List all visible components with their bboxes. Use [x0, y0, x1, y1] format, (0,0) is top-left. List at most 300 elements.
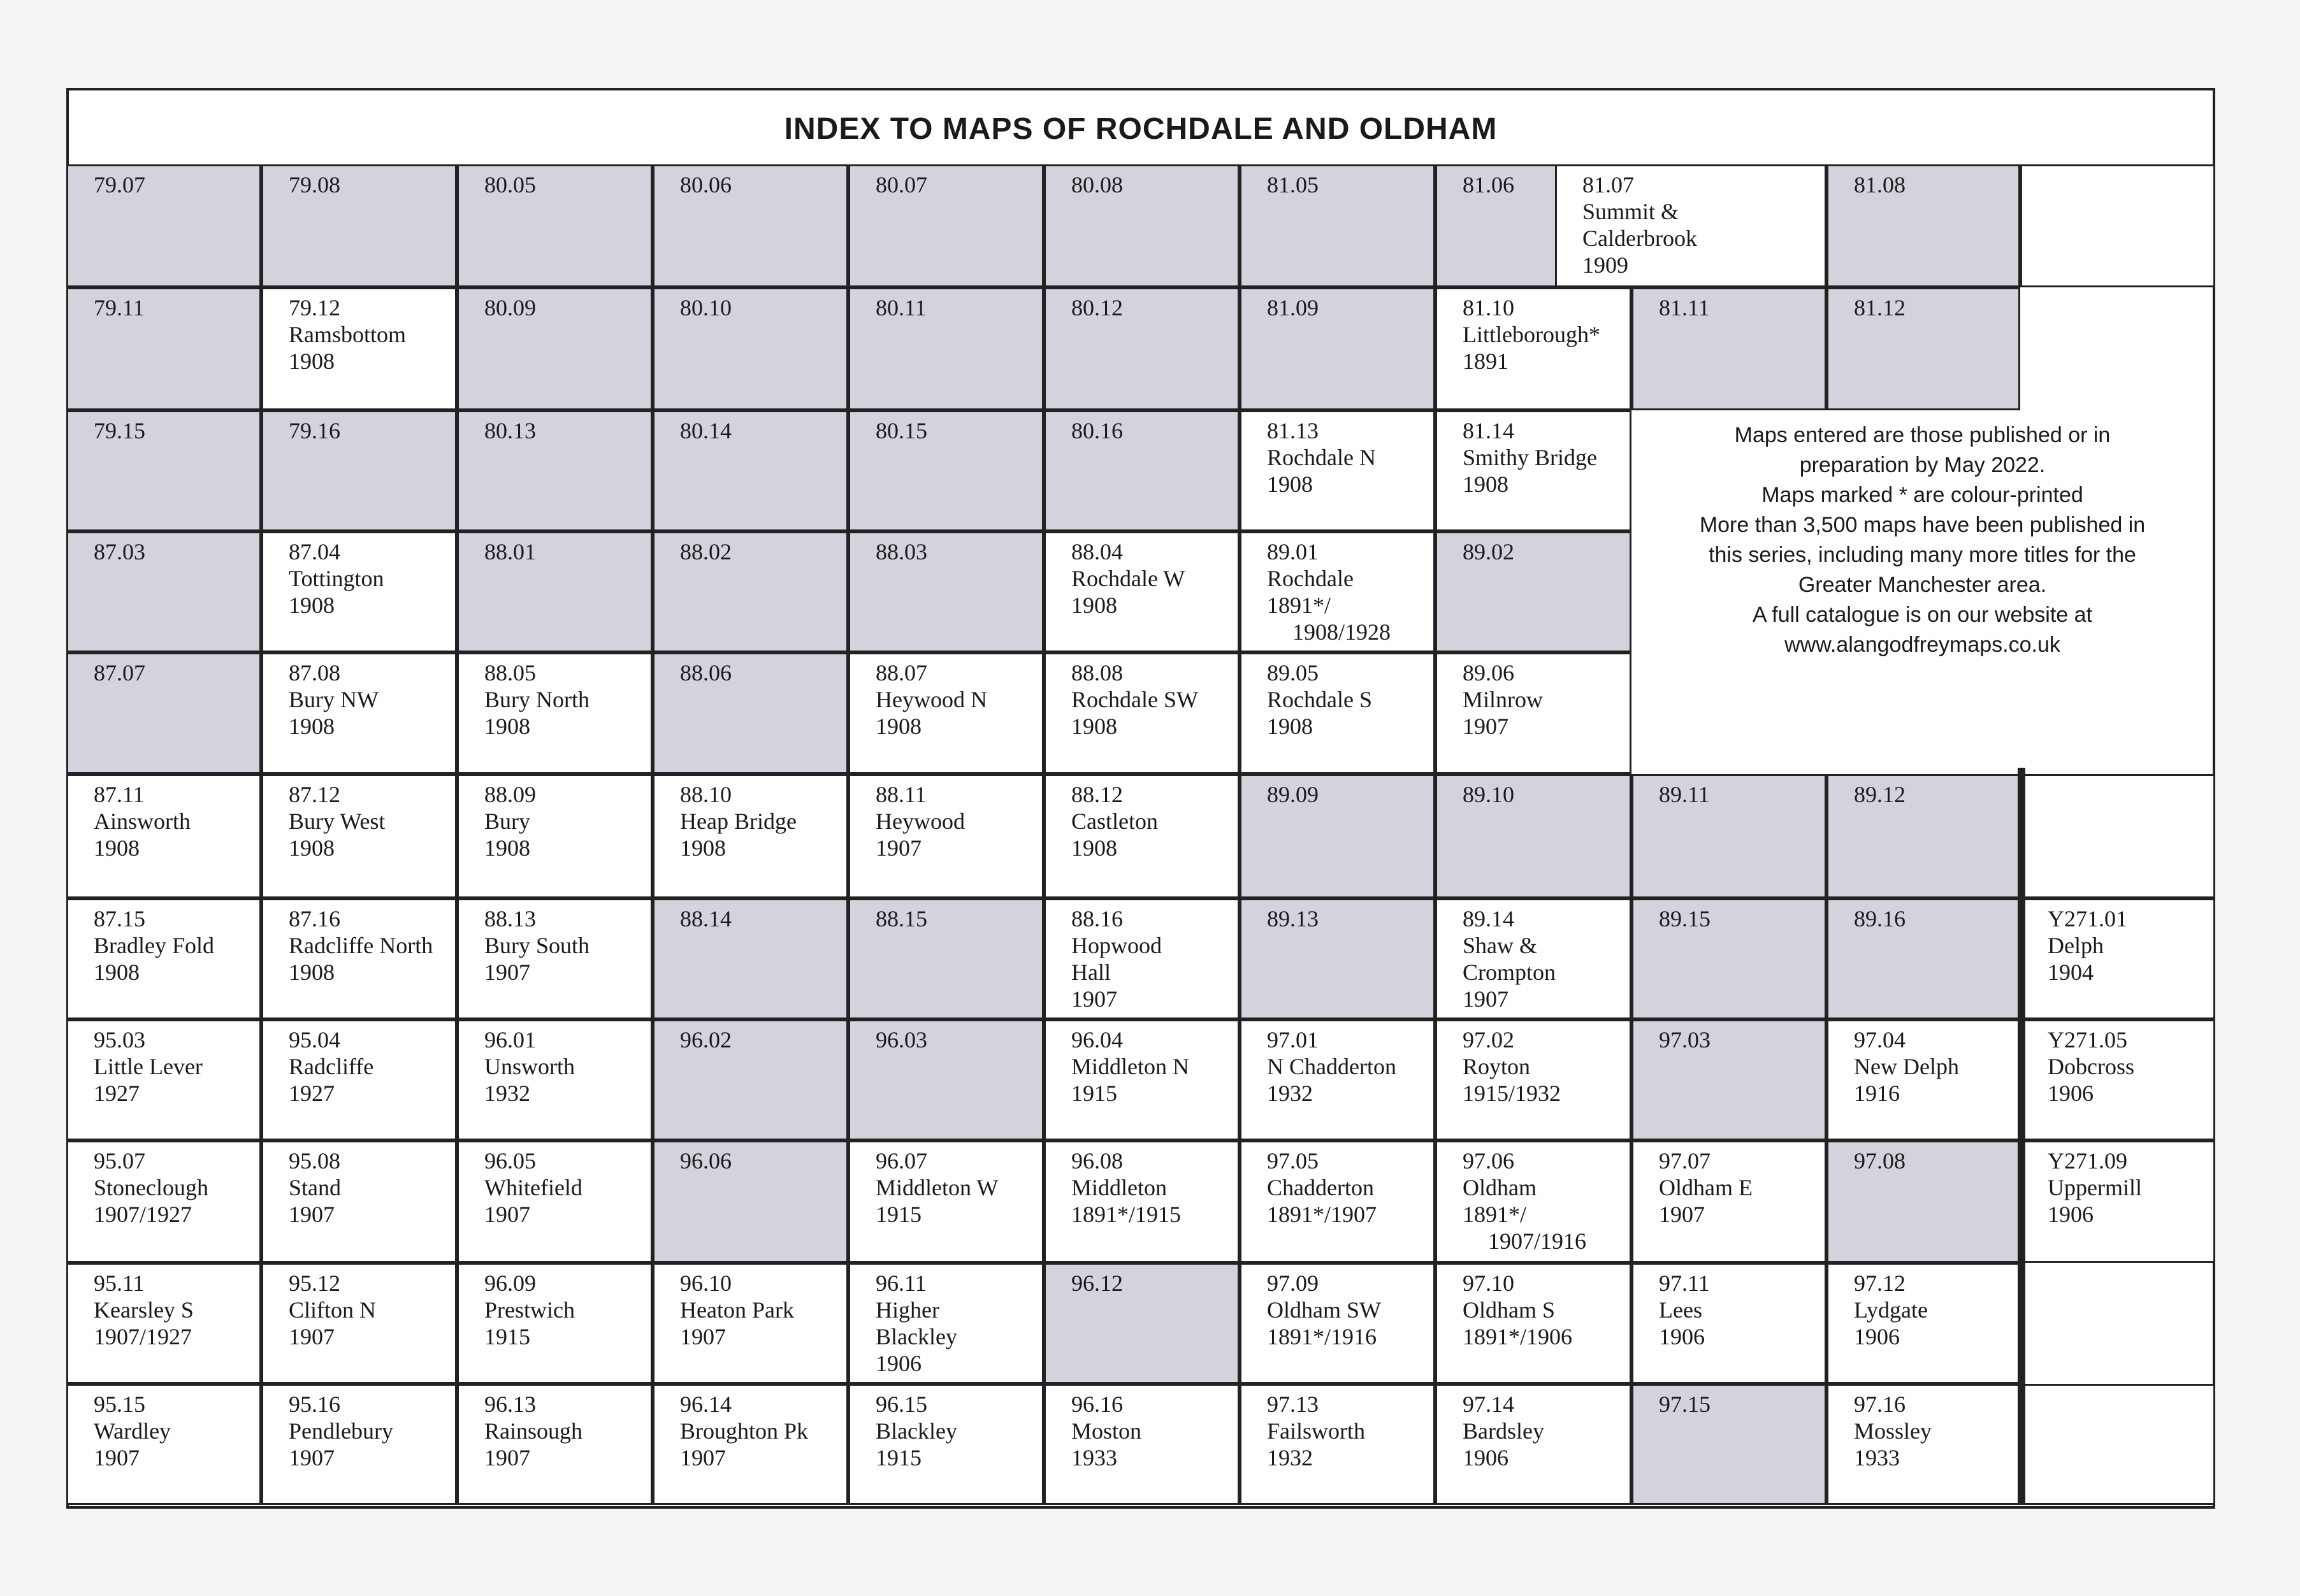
info-line: www.alangodfreymaps.co.uk — [1784, 633, 2060, 657]
sheet-number: 81.06 — [1463, 172, 1514, 198]
sheet-name: Rochdale SW — [1071, 687, 1198, 712]
sheet-number: 97.09 — [1267, 1270, 1319, 1296]
sheet-number: 97.02 — [1463, 1027, 1514, 1053]
sheet-number: 80.12 — [1071, 295, 1123, 320]
sheet-name: Royton — [1463, 1054, 1531, 1079]
map-sheet-95-03 — [66, 1019, 261, 1140]
sheet-number: Y271.05 — [2048, 1027, 2127, 1053]
sheet-year: 1908 — [289, 349, 335, 374]
sheet-year: 1907 — [1463, 714, 1508, 739]
sheet-number: 97.11 — [1659, 1270, 1710, 1296]
sheet-year: 1907/1927 — [94, 1202, 192, 1227]
sheet-year: 1908 — [484, 714, 530, 739]
sheet-number: 96.14 — [680, 1391, 732, 1417]
sheet-name: Pendlebury — [289, 1418, 393, 1444]
info-box — [1631, 421, 2213, 660]
map-sheet-95-11 — [66, 1263, 261, 1384]
sheet-year: 1907 — [1071, 986, 1117, 1012]
sheet-year: 1907 — [289, 1445, 335, 1470]
sheet-name: Milnrow — [1463, 687, 1543, 712]
sheet-name: Middleton — [1071, 1175, 1167, 1200]
sheet-number: 88.04 — [1071, 539, 1123, 564]
map-sheet-81-13 — [1240, 410, 1435, 531]
sheet-name: Heap Bridge — [680, 809, 797, 834]
sheet-number: 95.11 — [94, 1270, 145, 1296]
sheet-year: 1932 — [484, 1081, 530, 1106]
sheet-number: 89.15 — [1659, 906, 1711, 931]
sheet-number: 97.16 — [1854, 1391, 1906, 1417]
map-sheet-80-10 — [653, 287, 848, 410]
map-sheet-87-15 — [66, 898, 261, 1019]
sheet-number: 87.03 — [94, 539, 145, 564]
map-sheet-y271-05 — [2020, 1019, 2215, 1140]
sheet-name: Prestwich — [484, 1297, 575, 1323]
sheet-name: Oldham SW — [1267, 1297, 1381, 1323]
map-sheet-y271-01 — [2020, 898, 2215, 1019]
sheet-name: Kearsley S — [94, 1297, 194, 1323]
map-sheet-89-09 — [1240, 774, 1435, 898]
sheet-number: 81.13 — [1267, 418, 1319, 443]
sheet-number: 95.04 — [289, 1027, 340, 1053]
map-sheet-97-01 — [1240, 1019, 1435, 1140]
map-sheet-89-13 — [1240, 898, 1435, 1019]
sheet-year: 1891*/ — [1267, 593, 1331, 618]
map-sheet-97-03 — [1631, 1019, 1826, 1140]
page-title: INDEX TO MAPS OF ROCHDALE AND OLDHAM — [784, 111, 1498, 146]
sheet-number: 96.03 — [876, 1027, 927, 1053]
sheet-name: Whitefield — [484, 1175, 582, 1200]
sheet-name: Bury West — [289, 809, 386, 834]
sheet-name-cont: Blackley — [876, 1324, 957, 1349]
sheet-number: 87.16 — [289, 906, 340, 931]
map-sheet-97-11 — [1631, 1263, 1826, 1384]
sheet-year-cont: 1908/1928 — [1292, 619, 1391, 645]
sheet-number: 80.10 — [680, 295, 732, 320]
map-sheet-96-02 — [653, 1019, 848, 1140]
map-sheet-88-07 — [848, 652, 1044, 774]
sheet-name: Ramsbottom — [289, 322, 407, 347]
sheet-year: 1915 — [876, 1445, 922, 1470]
sheet-year: 1907 — [289, 1324, 335, 1349]
sheet-year: 1907 — [1463, 986, 1508, 1012]
sheet-number: 96.05 — [484, 1148, 536, 1174]
yorkshire-boundary-divider — [2018, 768, 2025, 1505]
sheet-year: 1908 — [680, 835, 726, 861]
sheet-year: 1915 — [484, 1324, 530, 1349]
sheet-number: 95.16 — [289, 1391, 340, 1417]
map-sheet-96-08 — [1044, 1140, 1240, 1263]
sheet-name: Rochdale W — [1071, 566, 1185, 591]
sheet-number: 89.05 — [1267, 660, 1319, 686]
sheet-number: 97.01 — [1267, 1027, 1319, 1053]
map-sheet-89-10 — [1435, 774, 1631, 898]
sheet-number: 81.12 — [1854, 295, 1906, 320]
sheet-number: 88.05 — [484, 660, 536, 686]
map-sheet-88-02 — [653, 531, 848, 652]
sheet-number: 96.12 — [1071, 1270, 1123, 1296]
sheet-number: 81.09 — [1267, 295, 1319, 320]
map-sheet-89-01 — [1240, 531, 1435, 652]
sheet-year: 1927 — [289, 1081, 335, 1106]
map-sheet-81-14 — [1435, 410, 1631, 531]
sheet-year: 1932 — [1267, 1081, 1313, 1106]
map-sheet-89-14 — [1435, 898, 1631, 1019]
sheet-number: 87.11 — [94, 782, 145, 807]
map-sheet-88-08 — [1044, 652, 1240, 774]
sheet-number: 79.07 — [94, 172, 145, 198]
sheet-number: Y271.01 — [2048, 906, 2127, 931]
sheet-number: 88.01 — [484, 539, 536, 564]
sheet-year: 1906 — [2048, 1202, 2094, 1227]
sheet-name: Stand — [289, 1175, 342, 1200]
empty-cell — [2020, 774, 2215, 898]
map-sheet-97-13 — [1240, 1384, 1435, 1505]
sheet-number: 79.15 — [94, 418, 145, 443]
map-sheet-79-11 — [66, 287, 261, 410]
map-sheet-y271-09 — [2020, 1140, 2215, 1263]
sheet-name-cont: Hall — [1071, 960, 1111, 985]
map-sheet-89-11 — [1631, 774, 1826, 898]
map-sheet-96-12 — [1044, 1263, 1240, 1384]
map-sheet-96-03 — [848, 1019, 1044, 1140]
map-sheet-97-09 — [1240, 1263, 1435, 1384]
sheet-number: 80.11 — [876, 295, 927, 320]
map-sheet-87-04 — [261, 531, 457, 652]
sheet-year: 1908 — [484, 835, 530, 861]
sheet-name: Smithy Bridge — [1463, 445, 1598, 470]
map-sheet-87-07 — [66, 652, 261, 774]
sheet-year: 1908 — [1463, 471, 1508, 497]
sheet-year: 1907 — [680, 1324, 726, 1349]
sheet-number: 88.16 — [1071, 906, 1123, 931]
sheet-name: Castleton — [1071, 809, 1158, 834]
sheet-number: 89.12 — [1854, 782, 1906, 807]
map-sheet-97-02 — [1435, 1019, 1631, 1140]
map-sheet-88-14 — [653, 898, 848, 1019]
map-sheet-87-11 — [66, 774, 261, 898]
sheet-name: Little Lever — [94, 1054, 203, 1079]
map-sheet-80-05 — [457, 164, 653, 287]
map-sheet-96-16 — [1044, 1384, 1240, 1505]
map-sheet-88-04 — [1044, 531, 1240, 652]
sheet-year: 1908 — [289, 835, 335, 861]
sheet-year: 1906 — [1659, 1324, 1705, 1349]
sheet-number: 88.14 — [680, 906, 732, 931]
map-sheet-88-15 — [848, 898, 1044, 1019]
sheet-number: 88.13 — [484, 906, 536, 931]
sheet-year: 1908 — [289, 593, 335, 618]
sheet-year: 1907 — [484, 1202, 530, 1227]
map-sheet-88-13 — [457, 898, 653, 1019]
sheet-number: 89.14 — [1463, 906, 1514, 931]
sheet-name: Hopwood — [1071, 933, 1162, 958]
sheet-name: Delph — [2048, 933, 2104, 958]
sheet-year: 1907 — [876, 835, 922, 861]
sheet-name: Wardley — [94, 1418, 171, 1444]
map-sheet-96-06 — [653, 1140, 848, 1263]
sheet-name: Bury South — [484, 933, 590, 958]
sheet-name: Tottington — [289, 566, 384, 591]
sheet-number: 88.02 — [680, 539, 732, 564]
sheet-name: Stoneclough — [94, 1175, 208, 1200]
sheet-name: Uppermill — [2048, 1175, 2142, 1200]
sheet-name: Higher — [876, 1297, 939, 1323]
map-sheet-97-06 — [1435, 1140, 1631, 1263]
sheet-number: 87.04 — [289, 539, 340, 564]
sheet-number: 97.03 — [1659, 1027, 1711, 1053]
sheet-year: 1907 — [484, 1445, 530, 1470]
sheet-year: 1907 — [1659, 1202, 1705, 1227]
map-sheet-96-14 — [653, 1384, 848, 1505]
map-sheet-97-12 — [1826, 1263, 2020, 1384]
map-sheet-97-10 — [1435, 1263, 1631, 1384]
sheet-name-cont: Crompton — [1463, 960, 1556, 985]
map-sheet-96-10 — [653, 1263, 848, 1384]
map-sheet-96-15 — [848, 1384, 1044, 1505]
map-sheet-88-10 — [653, 774, 848, 898]
map-sheet-81-12 — [1826, 287, 2020, 410]
sheet-number: 88.07 — [876, 660, 927, 686]
sheet-name: Radcliffe North — [289, 933, 433, 958]
info-line: More than 3,500 maps have been published in — [1699, 513, 2146, 537]
map-sheet-80-15 — [848, 410, 1044, 531]
sheet-number: 97.06 — [1463, 1148, 1514, 1174]
map-sheet-97-14 — [1435, 1384, 1631, 1505]
sheet-number: 81.05 — [1267, 172, 1319, 198]
sheet-name: Lydgate — [1854, 1297, 1928, 1323]
sheet-number: 89.11 — [1659, 782, 1710, 807]
map-sheet-80-11 — [848, 287, 1044, 410]
map-sheet-87-12 — [261, 774, 457, 898]
sheet-year: 1907/1927 — [94, 1324, 192, 1349]
map-sheet-79-12 — [261, 287, 457, 410]
sheet-year: 1891*/1915 — [1071, 1202, 1182, 1227]
sheet-name: Ainsworth — [94, 809, 191, 834]
sheet-name: Bury — [484, 809, 530, 834]
map-sheet-95-15 — [66, 1384, 261, 1505]
sheet-number: 96.08 — [1071, 1148, 1123, 1174]
map-sheet-87-03 — [66, 531, 261, 652]
map-sheet-81-08 — [1826, 164, 2020, 287]
sheet-year: 1933 — [1071, 1445, 1117, 1470]
map-sheet-96-05 — [457, 1140, 653, 1263]
map-sheet-88-01 — [457, 531, 653, 652]
sheet-year: 1916 — [1854, 1081, 1900, 1106]
sheet-year: 1906 — [1463, 1445, 1508, 1470]
info-line: Maps marked * are colour-printed — [1761, 483, 2083, 507]
sheet-year: 1908 — [1071, 714, 1117, 739]
map-sheet-89-05 — [1240, 652, 1435, 774]
sheet-year: 1891*/1916 — [1267, 1324, 1377, 1349]
sheet-year: 1891*/1907 — [1267, 1202, 1377, 1227]
sheet-name: Clifton N — [289, 1297, 377, 1323]
sheet-year: 1891*/1906 — [1463, 1324, 1573, 1349]
sheet-number: 97.08 — [1854, 1148, 1906, 1174]
sheet-number: 88.11 — [876, 782, 927, 807]
sheet-number: 88.12 — [1071, 782, 1123, 807]
sheet-name: Heywood — [876, 809, 965, 834]
sheet-year: 1908 — [1267, 471, 1313, 497]
sheet-number: 79.08 — [289, 172, 340, 198]
info-line: Greater Manchester area. — [1798, 573, 2047, 597]
sheet-number: 96.06 — [680, 1148, 732, 1174]
sheet-number: 89.16 — [1854, 906, 1906, 931]
map-sheet-96-11 — [848, 1263, 1044, 1384]
sheet-number: 79.11 — [94, 295, 145, 320]
sheet-name: Oldham — [1463, 1175, 1537, 1200]
sheet-year: 1908 — [1071, 835, 1117, 861]
sheet-name: Middleton W — [876, 1175, 999, 1200]
map-sheet-95-16 — [261, 1384, 457, 1505]
sheet-number: 89.10 — [1463, 782, 1514, 807]
sheet-number: 81.14 — [1463, 418, 1514, 443]
sheet-year: 1891*/ — [1463, 1202, 1527, 1227]
sheet-number: 80.05 — [484, 172, 536, 198]
sheet-number: 95.12 — [289, 1270, 340, 1296]
sheet-name: Mossley — [1854, 1418, 1932, 1444]
map-sheet-79-16 — [261, 410, 457, 531]
sheet-year: 1907 — [484, 960, 530, 985]
sheet-number: 88.10 — [680, 782, 732, 807]
sheet-name: Blackley — [876, 1418, 957, 1444]
sheet-name-cont: Calderbrook — [1582, 226, 1697, 251]
map-sheet-80-09 — [457, 287, 653, 410]
sheet-year: 1909 — [1582, 252, 1628, 278]
sheet-name: Dobcross — [2048, 1054, 2134, 1079]
sheet-number: 95.08 — [289, 1148, 340, 1174]
sheet-name: Lees — [1659, 1297, 1702, 1323]
sheet-number: 97.10 — [1463, 1270, 1514, 1296]
map-sheet-88-06 — [653, 652, 848, 774]
sheet-number: 96.16 — [1071, 1391, 1123, 1417]
sheet-number: 79.16 — [289, 418, 340, 443]
map-sheet-80-14 — [653, 410, 848, 531]
sheet-number: 96.02 — [680, 1027, 732, 1053]
map-sheet-81-09 — [1240, 287, 1435, 410]
sheet-number: 96.10 — [680, 1270, 732, 1296]
map-sheet-80-13 — [457, 410, 653, 531]
map-sheet-80-06 — [653, 164, 848, 287]
info-line: Maps entered are those published or in — [1734, 423, 2111, 447]
map-sheet-96-07 — [848, 1140, 1044, 1263]
sheet-number: 96.04 — [1071, 1027, 1123, 1053]
sheet-number: 88.03 — [876, 539, 927, 564]
map-sheet-88-05 — [457, 652, 653, 774]
sheet-number: 89.06 — [1463, 660, 1514, 686]
map-sheet-80-08 — [1044, 164, 1240, 287]
sheet-name: Oldham E — [1659, 1175, 1753, 1200]
map-sheet-96-13 — [457, 1384, 653, 1505]
sheet-name: Chadderton — [1267, 1175, 1374, 1200]
sheet-year: 1927 — [94, 1081, 140, 1106]
map-sheet-79-15 — [66, 410, 261, 531]
map-sheet-89-06 — [1435, 652, 1631, 774]
sheet-name: Heaton Park — [680, 1297, 794, 1323]
map-sheet-87-16 — [261, 898, 457, 1019]
sheet-number: 80.14 — [680, 418, 732, 443]
map-sheet-81-10 — [1435, 287, 1631, 410]
sheet-year: 1907 — [289, 1202, 335, 1227]
sheet-name: Heywood N — [876, 687, 987, 712]
sheet-year: 1908 — [94, 960, 140, 985]
sheet-number: 80.13 — [484, 418, 536, 443]
sheet-number: 89.09 — [1267, 782, 1319, 807]
sheet-year: 1915/1932 — [1463, 1081, 1561, 1106]
sheet-number: 96.01 — [484, 1027, 536, 1053]
sheet-number: 80.07 — [876, 172, 927, 198]
sheet-year: 1908 — [1267, 714, 1313, 739]
sheet-year: 1908 — [876, 714, 922, 739]
map-sheet-80-12 — [1044, 287, 1240, 410]
sheet-name: Bury North — [484, 687, 589, 712]
map-sheet-95-08 — [261, 1140, 457, 1263]
map-sheet-96-01 — [457, 1019, 653, 1140]
sheet-name: New Delph — [1854, 1054, 1959, 1079]
sheet-number: 89.13 — [1267, 906, 1319, 931]
sheet-number: 89.02 — [1463, 539, 1514, 564]
sheet-number: 87.15 — [94, 906, 145, 931]
sheet-number: 88.08 — [1071, 660, 1123, 686]
sheet-name: Oldham S — [1463, 1297, 1556, 1323]
sheet-number: 97.14 — [1463, 1391, 1514, 1417]
map-sheet-88-11 — [848, 774, 1044, 898]
sheet-year: 1906 — [876, 1351, 922, 1376]
sheet-name: Rochdale — [1267, 566, 1354, 591]
sheet-number: 88.09 — [484, 782, 536, 807]
sheet-name: Bradley Fold — [94, 933, 214, 958]
sheet-year: 1908 — [94, 835, 140, 861]
empty-cell — [2020, 1384, 2215, 1505]
sheet-name: N Chadderton — [1267, 1054, 1396, 1079]
sheet-number: 97.12 — [1854, 1270, 1906, 1296]
map-sheet-95-12 — [261, 1263, 457, 1384]
sheet-name: Littleborough* — [1463, 322, 1600, 347]
sheet-number: 81.07 — [1582, 172, 1634, 198]
map-sheet-96-04 — [1044, 1019, 1240, 1140]
map-sheet-95-04 — [261, 1019, 457, 1140]
map-sheet-97-15 — [1631, 1384, 1826, 1505]
empty-cell — [2020, 164, 2215, 287]
sheet-number: 96.15 — [876, 1391, 927, 1417]
sheet-year: 1908 — [1071, 593, 1117, 618]
sheet-year: 1907 — [94, 1445, 140, 1470]
sheet-year: 1906 — [2048, 1081, 2094, 1106]
sheet-year-cont: 1907/1916 — [1488, 1228, 1587, 1254]
map-sheet-80-16 — [1044, 410, 1240, 531]
sheet-number: 80.09 — [484, 295, 536, 320]
sheet-name: Bardsley — [1463, 1418, 1544, 1444]
sheet-number: 97.04 — [1854, 1027, 1906, 1053]
sheet-year: 1915 — [876, 1202, 922, 1227]
sheet-name: Rochdale N — [1267, 445, 1376, 470]
sheet-number: 80.15 — [876, 418, 927, 443]
sheet-number: 81.08 — [1854, 172, 1906, 198]
sheet-name: Middleton N — [1071, 1054, 1189, 1079]
map-sheet-97-07 — [1631, 1140, 1826, 1263]
sheet-number: 79.12 — [289, 295, 340, 320]
info-line: preparation by May 2022. — [1799, 453, 2046, 477]
sheet-number: 80.08 — [1071, 172, 1123, 198]
sheet-name: Shaw & — [1463, 933, 1537, 958]
map-sheet-95-07 — [66, 1140, 261, 1263]
sheet-number: 87.07 — [94, 660, 145, 686]
sheet-number: 96.07 — [876, 1148, 927, 1174]
sheet-number: 96.13 — [484, 1391, 536, 1417]
sheet-year: 1906 — [1854, 1324, 1900, 1349]
sheet-name: Moston — [1071, 1418, 1142, 1444]
sheet-year: 1907 — [680, 1445, 726, 1470]
map-sheet-96-09 — [457, 1263, 653, 1384]
